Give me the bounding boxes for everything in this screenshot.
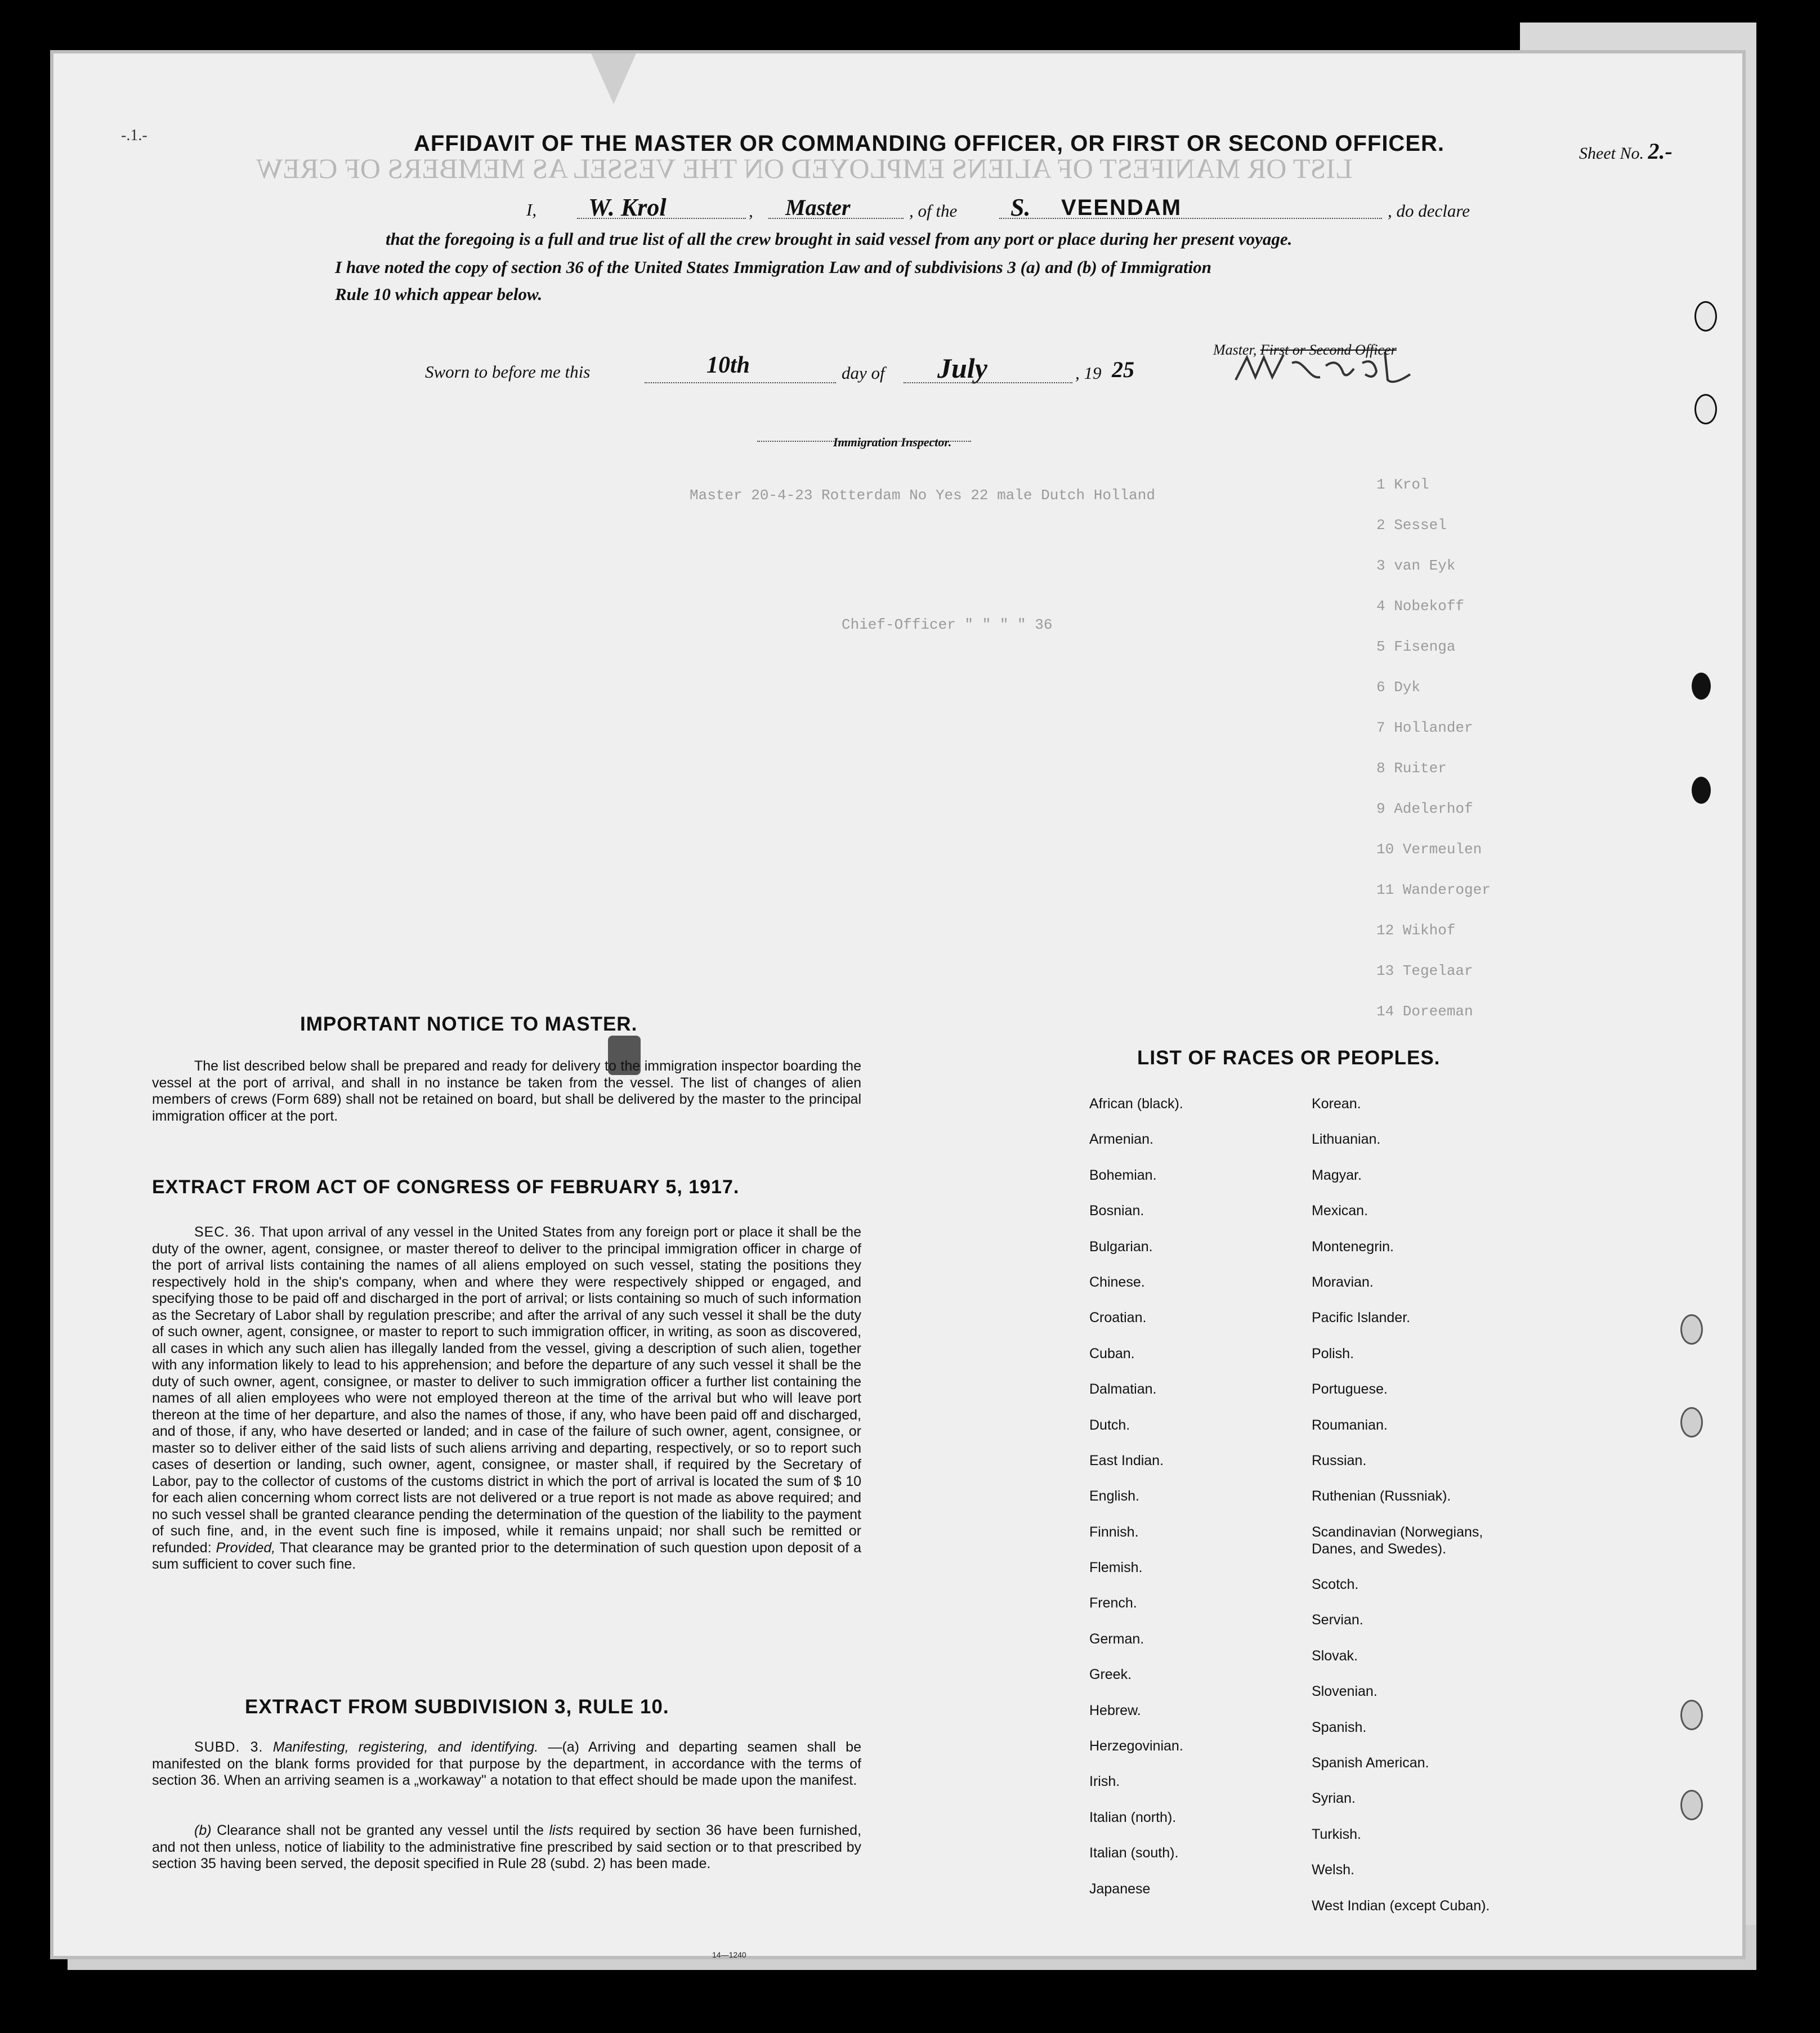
- race-item: Bosnian.: [1089, 1203, 1144, 1219]
- race-item: Moravian.: [1312, 1274, 1374, 1290]
- binder-hole: [1692, 673, 1711, 700]
- ship-line: [999, 218, 1382, 219]
- race-item: Ruthenian (Russniak).: [1312, 1488, 1451, 1504]
- sheet-number: [1579, 138, 1673, 164]
- race-item: African (black).: [1089, 1096, 1183, 1112]
- race-item: East Indian.: [1089, 1452, 1164, 1468]
- race-item: Italian (south).: [1089, 1845, 1179, 1861]
- affidavit-line-3: Rule 10 which appear below.: [335, 284, 543, 304]
- race-item: Mexican.: [1312, 1203, 1369, 1219]
- affidavit-line-2: I have noted the copy of section 36 of the United States Immigration Law and of subdivisions 3 (a) and (b) of Immigration: [335, 257, 1211, 277]
- master-name: W. Krol: [588, 194, 667, 221]
- affidavit-line-1: that the foregoing is a full and true list of all the crew brought in said vessel from any port or place during her present voyage.: [386, 229, 1293, 249]
- race-item: Danes, and Swedes).: [1312, 1541, 1447, 1557]
- part-b-label: (b): [194, 1822, 212, 1838]
- binder-hole: [1680, 1790, 1703, 1820]
- inspector-label: Immigration Inspector.: [833, 435, 952, 449]
- race-item: English.: [1089, 1488, 1139, 1504]
- master-label-group: [1213, 342, 1397, 359]
- notice-text: The list described below shall be prepared and ready for delivery to the immigration inspector boarding the vessel at the port of arrival, and shall in no instance be taken from the vessel. The list of changes of alien members of crews (Form 689) shall not be retained on board, but shall be delivered by the master to the principal immigration officer at the port.: [152, 1058, 861, 1124]
- part-b-text: Clearance shall not be granted any vessel until the: [217, 1822, 544, 1838]
- binder-hole: [1694, 301, 1717, 332]
- act-extract-text-end: That clearance may be granted prior to the determination of such question upon deposit of a sum sufficient to cover such fine.: [152, 1539, 861, 1572]
- race-item: Lithuanian.: [1312, 1131, 1381, 1148]
- bleed-through-text: Master 20-4-23 Rotterdam No Yes 22 male Dutch Holland: [690, 487, 1155, 504]
- race-item: Chinese.: [1089, 1274, 1145, 1290]
- race-item: Croatian.: [1089, 1310, 1147, 1326]
- act-extract-title: EXTRACT FROM ACT OF CONGRESS OF FEBRUARY 5, 1917.: [152, 1176, 740, 1198]
- sec-36-label: SEC. 36.: [194, 1224, 256, 1240]
- race-item: Turkish.: [1312, 1826, 1361, 1842]
- month-line: [904, 382, 1072, 383]
- part-b-rest: required by section 36 have been furnished, and not then unless, notice of liability to the administrative fine prescribed by said section or to that prescribed by section 35 having been served, the deposit specified in Rule 28 (subd. 2) has been made.: [152, 1822, 862, 1871]
- rule-extract-paragraph: [152, 1739, 861, 1789]
- race-item: Slovenian.: [1312, 1683, 1378, 1700]
- binder-hole: [1692, 777, 1711, 804]
- act-extract-paragraph: [152, 1224, 861, 1573]
- affidavit-title: AFFIDAVIT OF THE MASTER OR COMMANDING OFFICER, OR FIRST OR SECOND OFFICER.: [414, 131, 1445, 156]
- race-item: Polish.: [1312, 1345, 1354, 1362]
- race-item: Dutch.: [1089, 1417, 1130, 1433]
- declare-label: , do declare: [1388, 201, 1470, 221]
- act-extract-text: That upon arrival of any vessel in the United States from any foreign port or place it shall be the duty of the owner, agent, consignee, or master thereof to deliver to the principal immigration officer in charge of the port of arrival lists containing the names of all aliens employed on such vessel, stating the positions they respectively hold in the ship's company, when and where they were respectively shipped or engaged, and specifying those to be paid off and discharged in the port of arrival; or lists containing so much of such information as the Secretary of Labor shall by regulation prescribe; and after the arrival of any such vessel it shall be the duty of such owner, agent, consignee, or master to report to such immigration officer, in writing, as soon as discovered, all cases in which any such alien has illegally landed from the vessel, giving a description of such alien, together with any information likely to lead to his apprehension; and before the departure of any such vessel it shall be the duty of such owner, agent, consignee, or master to deliver to such immigration officer a further list containing the names of all alien employees who were not employed thereon at the time of the arrival but who will leave port thereon at the time of her departure, and also the names of those, if any, who have been paid off and discharged, and of those, if any, who have deserted or landed; and in case of the failure of such owner, agent, consignee, or master so to deliver either of the said lists of such aliens arriving and departing, respectively, or so to report such cases of desertion or landing, such owner, agent, consignee, or master shall, if required by the Secretary of Labor, pay to the collector of customs of the customs district in which the port of arrival is located the sum of $ 10 for each alien concerning whom correct lists are not delivered or a true report is not made as above required; and no such vessel shall be granted clearance pending the determination of the question of the liability to the payment of such fine, and, in the event such fine is imposed, while it remains unpaid; nor shall such be remitted or refunded:: [152, 1224, 861, 1556]
- officer-struck-label: First or Second Officer: [1260, 342, 1397, 358]
- race-item: Greek.: [1089, 1667, 1132, 1683]
- race-item: Montenegrin.: [1312, 1238, 1394, 1255]
- rank-line: [768, 218, 904, 219]
- race-item: Bulgarian.: [1089, 1238, 1153, 1255]
- race-item: Spanish.: [1312, 1719, 1367, 1735]
- race-item: Scandinavian (Norwegians,: [1312, 1524, 1483, 1540]
- of-the-label: , of the: [909, 201, 958, 221]
- page-fold: [591, 53, 636, 104]
- master-label: Master,: [1213, 342, 1257, 358]
- notice-title: IMPORTANT NOTICE TO MASTER.: [300, 1013, 638, 1035]
- race-item: Dalmatian.: [1089, 1381, 1157, 1398]
- name-comma: ,: [749, 201, 753, 221]
- race-item: Slovak.: [1312, 1647, 1358, 1664]
- races-title: LIST OF RACES OR PEOPLES.: [1137, 1047, 1441, 1069]
- part-a-text: —(a) Arriving and departing seamen shall be manifested on the blank forms provided for that purpose by the department, in accordance with the terms of section 36. When an arriving seamen is a „workaway" a notation to that effect should be made upon the manifest.: [152, 1739, 861, 1788]
- race-item: Finnish.: [1089, 1524, 1139, 1540]
- race-item: Bohemian.: [1089, 1167, 1157, 1183]
- race-item: French.: [1089, 1595, 1137, 1611]
- binder-hole: [1680, 1407, 1703, 1438]
- race-item: Welsh.: [1312, 1862, 1354, 1878]
- binder-hole: [1680, 1700, 1703, 1730]
- bleed-through-heading: LIST OR MANIFEST OF ALIENS EMPLOYED ON THE VESSEL AS MEMBERS OF CREW: [256, 153, 1353, 184]
- race-item: German.: [1089, 1631, 1144, 1647]
- rule-extract-paragraph-b: [152, 1822, 861, 1873]
- race-item: Spanish American.: [1312, 1755, 1429, 1771]
- ship-name: VEENDAM: [1061, 195, 1182, 220]
- provided-word: Provided,: [216, 1539, 276, 1556]
- sworn-day: 10th: [706, 352, 750, 378]
- races-left-column: [1089, 1096, 1292, 1916]
- race-item: Portuguese.: [1312, 1381, 1388, 1398]
- master-rank: Master: [785, 195, 851, 220]
- race-item: Cuban.: [1089, 1345, 1135, 1362]
- bleed-through-rows: 1 Krol 2 Sessel 3 van Eyk 4 Nobekoff 5 Fisenga 6 Dyk 7 Hollander 8 Ruiter 9 Adelerhof 10 Vermeulen 11 Wanderoger 12 Wikhof 13 Tegelaar 14 Doreeman: [1376, 476, 1491, 1020]
- sworn-year: 25: [1112, 357, 1134, 382]
- race-item: Hebrew.: [1089, 1702, 1141, 1718]
- day-of-label: day of: [842, 363, 885, 383]
- race-item: Irish.: [1089, 1774, 1120, 1790]
- race-item: Herzegovinian.: [1089, 1738, 1183, 1754]
- ship-prefix: S.: [1010, 194, 1031, 221]
- sworn-label: Sworn to before me this: [425, 362, 591, 382]
- race-item: Scotch.: [1312, 1577, 1359, 1593]
- subd-heading: Manifesting, registering, and identifying.: [272, 1739, 539, 1755]
- year-prefix: , 19: [1075, 363, 1102, 383]
- name-line: [577, 218, 746, 219]
- race-item: Korean.: [1312, 1096, 1361, 1112]
- affidavit-i: I,: [526, 200, 537, 220]
- races-right-column: [1312, 1096, 1548, 1933]
- race-item: Japanese: [1089, 1880, 1151, 1897]
- form-code: 14—1240: [712, 1950, 746, 1959]
- sworn-month: July: [937, 352, 987, 384]
- binder-hole: [1680, 1314, 1703, 1345]
- race-item: Russian.: [1312, 1452, 1367, 1468]
- race-item: Roumanian.: [1312, 1417, 1388, 1433]
- lists-word: lists: [549, 1822, 574, 1838]
- subd-3-label: SUBD. 3.: [194, 1739, 263, 1755]
- race-item: West Indian (except Cuban).: [1312, 1897, 1490, 1914]
- sheet-number-label: Sheet No.: [1579, 144, 1644, 163]
- bleed-through-text-2: Chief-Officer " " " " 36: [842, 616, 1053, 633]
- race-item: Syrian.: [1312, 1790, 1356, 1807]
- rule-extract-title: EXTRACT FROM SUBDIVISION 3, RULE 10.: [245, 1696, 669, 1718]
- race-item: Servian.: [1312, 1612, 1363, 1628]
- race-item: Pacific Islander.: [1312, 1310, 1411, 1326]
- day-line: [645, 382, 836, 383]
- race-item: Magyar.: [1312, 1167, 1362, 1183]
- binder-hole: [1694, 394, 1717, 424]
- race-item: Italian (north).: [1089, 1809, 1177, 1825]
- sheet-number-value: 2.-: [1648, 138, 1673, 164]
- top-left-mark: -.1.-: [121, 127, 147, 144]
- race-item: Flemish.: [1089, 1560, 1143, 1576]
- document-page: [53, 53, 1742, 1959]
- race-item: Armenian.: [1089, 1131, 1153, 1148]
